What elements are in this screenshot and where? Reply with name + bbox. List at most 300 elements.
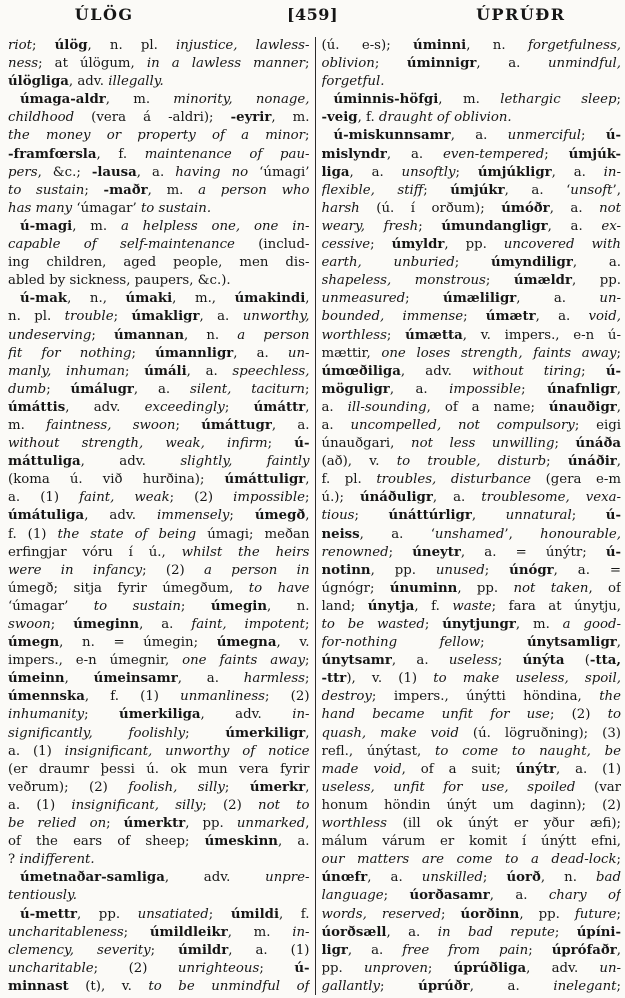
body-text: , pp. bbox=[444, 237, 504, 253]
body-text: ; bbox=[482, 870, 507, 886]
headword-text: ú-miskunnsamr bbox=[333, 128, 451, 144]
body-text: , a. bbox=[535, 309, 589, 325]
headword-text: úmjúkligr bbox=[477, 164, 552, 180]
gloss-text: has many bbox=[8, 200, 73, 216]
text-line bbox=[322, 743, 622, 761]
body-text: a. (1) bbox=[8, 743, 65, 759]
body-text: , v. impers., e-n ú- bbox=[462, 327, 621, 343]
gloss-text: manly, inhuman bbox=[8, 363, 126, 379]
body-text: , pp. bbox=[185, 816, 237, 832]
headword-text: úprófaðr bbox=[551, 942, 617, 958]
body-text: , m. bbox=[227, 924, 293, 940]
gloss-text: illegally. bbox=[108, 74, 164, 90]
body-text: ; bbox=[113, 309, 132, 325]
gloss-text: impossible bbox=[449, 381, 522, 397]
body-text: ; (2) bbox=[265, 689, 310, 705]
gloss-text: the money or property of a minor bbox=[8, 128, 306, 144]
headword-text: úmildleikr bbox=[149, 924, 228, 940]
text-line bbox=[322, 960, 622, 978]
headword-text: minnast bbox=[8, 978, 69, 994]
gloss-text: unmeasured bbox=[321, 291, 406, 307]
text-line bbox=[322, 978, 622, 995]
text-line bbox=[322, 797, 622, 815]
body-text: , a. (1) bbox=[555, 761, 621, 777]
headword-text: úmaga-aldr bbox=[20, 92, 106, 108]
body-text: ’, bbox=[612, 182, 621, 198]
gloss-text: free from pain bbox=[402, 942, 529, 958]
gloss-text: unnatural bbox=[505, 508, 572, 524]
body-text: ; (2) bbox=[142, 562, 205, 578]
body-text: , n. = úmegin; bbox=[59, 635, 217, 651]
body-text: ( bbox=[564, 653, 590, 669]
body-text: , adv. bbox=[526, 960, 600, 976]
gloss-text: un- bbox=[599, 291, 621, 307]
text-line bbox=[322, 526, 622, 544]
body-text: ; bbox=[554, 436, 576, 452]
gloss-text: were in infancy bbox=[8, 562, 143, 578]
headword-text: úmannan bbox=[114, 327, 184, 343]
gloss-text: inhumanity bbox=[8, 707, 85, 723]
text-line bbox=[322, 182, 622, 200]
body-text: , f. bbox=[96, 146, 145, 162]
body-text: , v. bbox=[276, 635, 310, 651]
gloss-text: speechless, bbox=[232, 363, 310, 379]
body-text: , adv. bbox=[65, 399, 145, 415]
body-text: , m. bbox=[72, 218, 121, 234]
headword-text: úmegna bbox=[216, 635, 277, 651]
gloss-text: quash, make void bbox=[321, 725, 459, 741]
gloss-text: un- bbox=[287, 345, 310, 361]
text-line bbox=[8, 652, 310, 670]
gloss-text: earth, unburied bbox=[321, 255, 455, 271]
gloss-text: useless bbox=[448, 653, 498, 669]
body-text: ), v. (1) bbox=[346, 671, 434, 687]
gloss-text: a person in bbox=[204, 562, 310, 578]
gloss-text: in- bbox=[603, 164, 621, 180]
body-text: , a. bbox=[177, 671, 244, 687]
header-left-word: ÚLÖG bbox=[74, 5, 134, 24]
page-number: [459] bbox=[286, 5, 339, 24]
gloss-text: undeserving bbox=[8, 327, 92, 343]
text-line bbox=[8, 363, 310, 381]
body-text: erfingjar vóru í ú., bbox=[8, 544, 182, 560]
body-text: ; bbox=[423, 182, 451, 198]
body-text: ; bbox=[383, 888, 410, 904]
body-text: ; bbox=[463, 309, 486, 325]
body-text: ; bbox=[441, 906, 461, 922]
text-line bbox=[8, 435, 310, 453]
body-text: ; bbox=[123, 924, 150, 940]
text-line bbox=[8, 453, 310, 471]
body-text: , n. bbox=[267, 598, 310, 614]
body-text: ; eigi bbox=[574, 417, 621, 433]
body-text: ; (2) bbox=[93, 960, 178, 976]
text-line bbox=[8, 91, 310, 109]
headword-text: úmáli bbox=[144, 363, 187, 379]
text-line bbox=[322, 598, 622, 616]
gloss-text: indifferent. bbox=[19, 852, 95, 868]
text-line bbox=[322, 688, 622, 706]
gloss-text: to make useless, spoil, bbox=[433, 671, 621, 687]
gloss-text: impossible bbox=[233, 490, 305, 506]
body-text: , m., bbox=[172, 291, 235, 307]
text-line bbox=[8, 327, 310, 345]
body-text: ; bbox=[616, 345, 621, 361]
text-line bbox=[322, 634, 622, 652]
body-text: veðrum); (2) bbox=[8, 779, 129, 795]
gloss-text: tentiously. bbox=[8, 888, 77, 904]
gloss-text: unpre- bbox=[265, 870, 310, 886]
body-text: , a. bbox=[133, 381, 191, 397]
headword-text: únýta bbox=[522, 653, 565, 669]
text-line bbox=[322, 327, 622, 345]
text-line bbox=[322, 942, 622, 960]
gloss-text: forgetful. bbox=[321, 74, 385, 90]
text-line bbox=[322, 924, 622, 942]
headword-text: únafnligr bbox=[547, 381, 617, 397]
gloss-text: minority, nonage, bbox=[173, 92, 310, 108]
gloss-text: unsoftly bbox=[401, 164, 456, 180]
body-text: ; fara at únytju, bbox=[491, 598, 621, 614]
body-text: , a. bbox=[386, 146, 443, 162]
body-text: (gera e-m bbox=[531, 472, 621, 488]
gloss-text: gallantly bbox=[321, 978, 381, 994]
headword-text: únáttúrligr bbox=[388, 508, 472, 524]
gloss-text: not to bbox=[258, 797, 310, 813]
body-text: ; bbox=[305, 56, 310, 72]
body-text: , a. bbox=[367, 870, 422, 886]
gloss-text: lethargic sleep bbox=[500, 92, 617, 108]
body-text: , a. bbox=[547, 218, 602, 234]
text-line bbox=[322, 363, 622, 381]
body-text: ’, bbox=[504, 526, 541, 542]
body-text: , a. ‘ bbox=[504, 182, 571, 198]
headword-text: únauðigr bbox=[548, 399, 617, 415]
body-text: refl., únýtast, bbox=[321, 743, 435, 759]
body-text: , pp. bbox=[370, 562, 436, 578]
body-text: ; bbox=[497, 653, 523, 669]
body-text: , m. bbox=[105, 92, 174, 108]
body-text: , bbox=[305, 399, 310, 415]
body-text: a. (1) bbox=[8, 797, 72, 813]
headword-text: úprúðr bbox=[418, 978, 470, 994]
body-text: ; bbox=[267, 436, 295, 452]
headword-text: -eyrir bbox=[230, 110, 272, 126]
headword-text: úmeinsamr bbox=[93, 671, 178, 687]
body-text: , a. bbox=[549, 200, 600, 216]
body-text: ; bbox=[46, 381, 71, 397]
body-text: , n. bbox=[540, 870, 597, 886]
text-line bbox=[322, 272, 622, 290]
body-text: mættir, bbox=[321, 345, 382, 361]
column-right bbox=[315, 37, 622, 995]
text-line bbox=[8, 978, 310, 995]
text-line bbox=[322, 507, 622, 525]
headword-text: úmundangligr bbox=[441, 218, 548, 234]
gloss-text: forgetfulness, bbox=[527, 38, 621, 53]
body-text: , a. bbox=[391, 653, 449, 669]
text-line bbox=[8, 127, 310, 145]
headword-text: úlög bbox=[54, 38, 88, 53]
gloss-text: faint, impotent bbox=[191, 617, 306, 632]
headword-text: úmerkiligr bbox=[225, 725, 306, 741]
body-text: ; bbox=[84, 707, 120, 723]
gloss-text: words, reserved bbox=[321, 906, 442, 922]
gloss-text: foolish, silly bbox=[128, 779, 225, 795]
headword-text: úmátuliga bbox=[8, 508, 85, 524]
gloss-text: unmerciful bbox=[507, 128, 582, 144]
body-text: ; (2) bbox=[549, 707, 608, 723]
text-line bbox=[8, 851, 310, 869]
headword-text: úorðsæll bbox=[321, 924, 387, 940]
gloss-text: unmanliness bbox=[180, 689, 265, 705]
gloss-text: cessive bbox=[321, 237, 371, 253]
body-text: ; bbox=[454, 255, 491, 271]
body-text: ; bbox=[91, 327, 115, 343]
text-line bbox=[322, 652, 622, 670]
headword-text: úmeskinn bbox=[204, 834, 278, 850]
headword-text: únœfr bbox=[321, 870, 368, 886]
body-text: ; bbox=[259, 960, 295, 976]
body-text: , a. bbox=[277, 834, 310, 850]
body-text: , a. = bbox=[553, 562, 621, 578]
gloss-text: bounded, immense bbox=[321, 309, 464, 325]
body-text: únauðgari, bbox=[321, 436, 411, 452]
text-line bbox=[322, 399, 622, 417]
text-line bbox=[322, 73, 622, 91]
body-text: ; bbox=[106, 816, 124, 832]
text-line bbox=[322, 725, 622, 743]
text-line bbox=[8, 417, 310, 435]
text-line bbox=[8, 869, 310, 887]
gloss-text: ness bbox=[8, 56, 39, 72]
text-line bbox=[322, 236, 622, 254]
text-line bbox=[322, 616, 622, 634]
gloss-text: renowned bbox=[321, 544, 389, 560]
gloss-text: uncovered with bbox=[503, 237, 621, 253]
body-text: , a. (1) bbox=[228, 942, 310, 958]
gloss-text: to trouble, disturb bbox=[396, 454, 547, 470]
text-line bbox=[322, 345, 622, 363]
gloss-text: silent, taciturn bbox=[190, 381, 306, 397]
text-line bbox=[8, 580, 310, 598]
gloss-text: tious bbox=[321, 508, 355, 524]
body-text: , bbox=[616, 381, 621, 397]
text-line bbox=[322, 453, 622, 471]
text-line bbox=[322, 308, 622, 326]
body-text: ; bbox=[305, 671, 310, 687]
body-text: ‘úmagar’ bbox=[8, 598, 94, 614]
body-text: , of a suit; bbox=[401, 761, 516, 777]
text-line bbox=[322, 200, 622, 218]
body-text: , adv. bbox=[68, 74, 109, 90]
gloss-text: dumb bbox=[8, 381, 47, 397]
body-text: ; at úlögum, bbox=[38, 56, 147, 72]
body-text: (ú. e-s); bbox=[321, 38, 414, 53]
body-text: abled by sickness, paupers, &c.). bbox=[8, 273, 231, 289]
text-line bbox=[8, 73, 310, 91]
gloss-text: significantly, foolishly bbox=[8, 725, 186, 741]
body-text: ; bbox=[175, 417, 202, 433]
text-line bbox=[322, 55, 622, 73]
body-text: ; bbox=[224, 779, 250, 795]
gloss-text: unsoft bbox=[570, 182, 613, 198]
gloss-text: waste bbox=[452, 598, 492, 614]
gloss-text: not less unwilling bbox=[411, 436, 555, 452]
body-text: , a. bbox=[386, 924, 438, 940]
body-text: ; bbox=[50, 617, 74, 632]
body-text: land; bbox=[321, 598, 368, 614]
body-text: , a. bbox=[551, 164, 604, 180]
gloss-text: worthless bbox=[321, 816, 387, 832]
text-line bbox=[8, 164, 310, 182]
body-text: ; (2) bbox=[202, 797, 259, 813]
headword-text: úlögliga bbox=[8, 74, 69, 90]
gloss-text: unsatiated bbox=[137, 906, 209, 922]
body-text: , pp. bbox=[519, 906, 575, 922]
body-text: ; bbox=[528, 942, 552, 958]
headword-text: úmjúkr bbox=[450, 182, 505, 198]
body-text: , bbox=[64, 671, 94, 687]
body-text: , adv. bbox=[84, 508, 158, 524]
body-text: f. pl. bbox=[321, 472, 377, 488]
text-line bbox=[8, 254, 310, 272]
body-text: ; bbox=[31, 38, 55, 53]
gloss-text: in a lawless manner bbox=[146, 56, 306, 72]
body-text: , f. bbox=[414, 598, 453, 614]
gloss-text: in bad repute bbox=[437, 924, 555, 940]
text-line bbox=[322, 109, 622, 127]
text-line bbox=[8, 308, 310, 326]
text-line bbox=[322, 146, 622, 164]
body-text: ; bbox=[305, 617, 310, 632]
body-text: (ú. í orðum); bbox=[359, 200, 502, 216]
text-line bbox=[322, 164, 622, 182]
gloss-text: unskilled bbox=[421, 870, 483, 886]
body-text: , adv. bbox=[200, 707, 293, 723]
text-line bbox=[322, 290, 622, 308]
body-text: , bbox=[305, 508, 310, 524]
text-line bbox=[322, 670, 622, 688]
headword-text: ú- bbox=[605, 544, 621, 560]
gloss-text: injustice, lawless- bbox=[176, 38, 310, 53]
gloss-text: faint, weak bbox=[79, 490, 170, 506]
text-line bbox=[8, 906, 310, 924]
body-text: , a. bbox=[233, 345, 288, 361]
gloss-text: draught of oblivion. bbox=[378, 110, 512, 126]
gloss-text: uncompelled, not compulsory bbox=[350, 417, 575, 433]
headword-text: úmáttr bbox=[253, 399, 306, 415]
body-text: , a. bbox=[136, 164, 176, 180]
body-text: , m. bbox=[438, 92, 501, 108]
text-line bbox=[8, 218, 310, 236]
text-line bbox=[322, 37, 622, 55]
body-text: , a. bbox=[476, 56, 548, 72]
body-text: , bbox=[305, 472, 310, 488]
text-line bbox=[8, 670, 310, 688]
headword-text: úorð bbox=[506, 870, 541, 886]
body-text: , bbox=[305, 779, 310, 795]
text-line bbox=[8, 526, 310, 544]
body-text: ; impers., únýtti höndina, bbox=[371, 689, 600, 705]
gloss-text: troubles, disturbance bbox=[376, 472, 532, 488]
headword-text: únáðir bbox=[567, 454, 617, 470]
body-text: a. bbox=[321, 417, 351, 433]
gloss-text: to come to naught, be bbox=[435, 743, 621, 759]
headword-text: máttuliga bbox=[8, 454, 81, 470]
body-text: , pp. bbox=[571, 273, 621, 289]
text-line bbox=[8, 562, 310, 580]
page-header bbox=[0, 0, 625, 35]
gloss-text: not bbox=[599, 200, 621, 216]
gloss-text: in- bbox=[292, 707, 310, 723]
gloss-text: to sustain bbox=[93, 598, 181, 614]
header-right-word: ÚPRÚÐR bbox=[476, 5, 566, 24]
text-line bbox=[8, 960, 310, 978]
headword-text: úmegn bbox=[8, 635, 60, 651]
headword-text: ligr bbox=[321, 942, 348, 958]
body-text: úmagi; meðan bbox=[196, 526, 310, 542]
gloss-text: ill-sounding bbox=[347, 399, 427, 415]
headword-text: únytja bbox=[367, 598, 415, 614]
body-text: ing children, aged people, men dis- bbox=[8, 255, 310, 271]
gloss-text: one faints away bbox=[182, 653, 306, 669]
body-text: , bbox=[305, 291, 310, 307]
gloss-text: ex- bbox=[601, 218, 621, 234]
gloss-text: void, bbox=[588, 309, 621, 325]
body-text: úgnógr; bbox=[321, 580, 390, 596]
text-line bbox=[322, 254, 622, 272]
body-text: ; bbox=[427, 960, 454, 976]
text-line bbox=[8, 37, 310, 55]
headword-text: úorðasamr bbox=[409, 888, 490, 904]
gloss-text: whilst the heirs bbox=[181, 544, 310, 560]
body-text: , a. bbox=[489, 888, 549, 904]
body-text: (vera á -aldri); bbox=[74, 110, 231, 126]
gloss-text: future bbox=[574, 906, 617, 922]
headword-text: úmœðiliga bbox=[321, 363, 401, 379]
text-line bbox=[322, 706, 622, 724]
gloss-text: oblivion bbox=[321, 56, 375, 72]
text-line bbox=[8, 345, 310, 363]
text-line bbox=[8, 815, 310, 833]
body-text: , adv. bbox=[164, 870, 266, 886]
gloss-text: our matters are come to a dead-lock bbox=[321, 852, 617, 868]
headword-text: -framfœrsla bbox=[8, 146, 97, 162]
gloss-text: having no bbox=[175, 164, 249, 180]
body-text: ‘úmagar’ bbox=[72, 200, 141, 216]
body-text: (er draumr þessi ú. ok mun vera fyrir bbox=[8, 761, 310, 777]
text-line bbox=[322, 761, 622, 779]
body-text: ; bbox=[571, 508, 606, 524]
text-line bbox=[322, 544, 622, 562]
headword-text: úneytr bbox=[412, 544, 461, 560]
body-text: ú.); bbox=[321, 490, 360, 506]
body-text: ; bbox=[305, 381, 310, 397]
gloss-text: troublesome, vexa- bbox=[481, 490, 621, 506]
text-line bbox=[322, 471, 622, 489]
body-text: , f. bbox=[357, 110, 379, 126]
body-text: ; bbox=[354, 508, 389, 524]
gloss-text: uncharitableness bbox=[8, 924, 124, 940]
body-text: málum várum er komit í únýtt efni, bbox=[321, 834, 621, 850]
headword-text: únógr bbox=[509, 562, 554, 578]
body-text: ; bbox=[581, 363, 606, 379]
dictionary-body bbox=[0, 35, 625, 995]
gloss-text: honourable, bbox=[540, 526, 621, 542]
text-line bbox=[8, 761, 310, 779]
text-line bbox=[8, 290, 310, 308]
